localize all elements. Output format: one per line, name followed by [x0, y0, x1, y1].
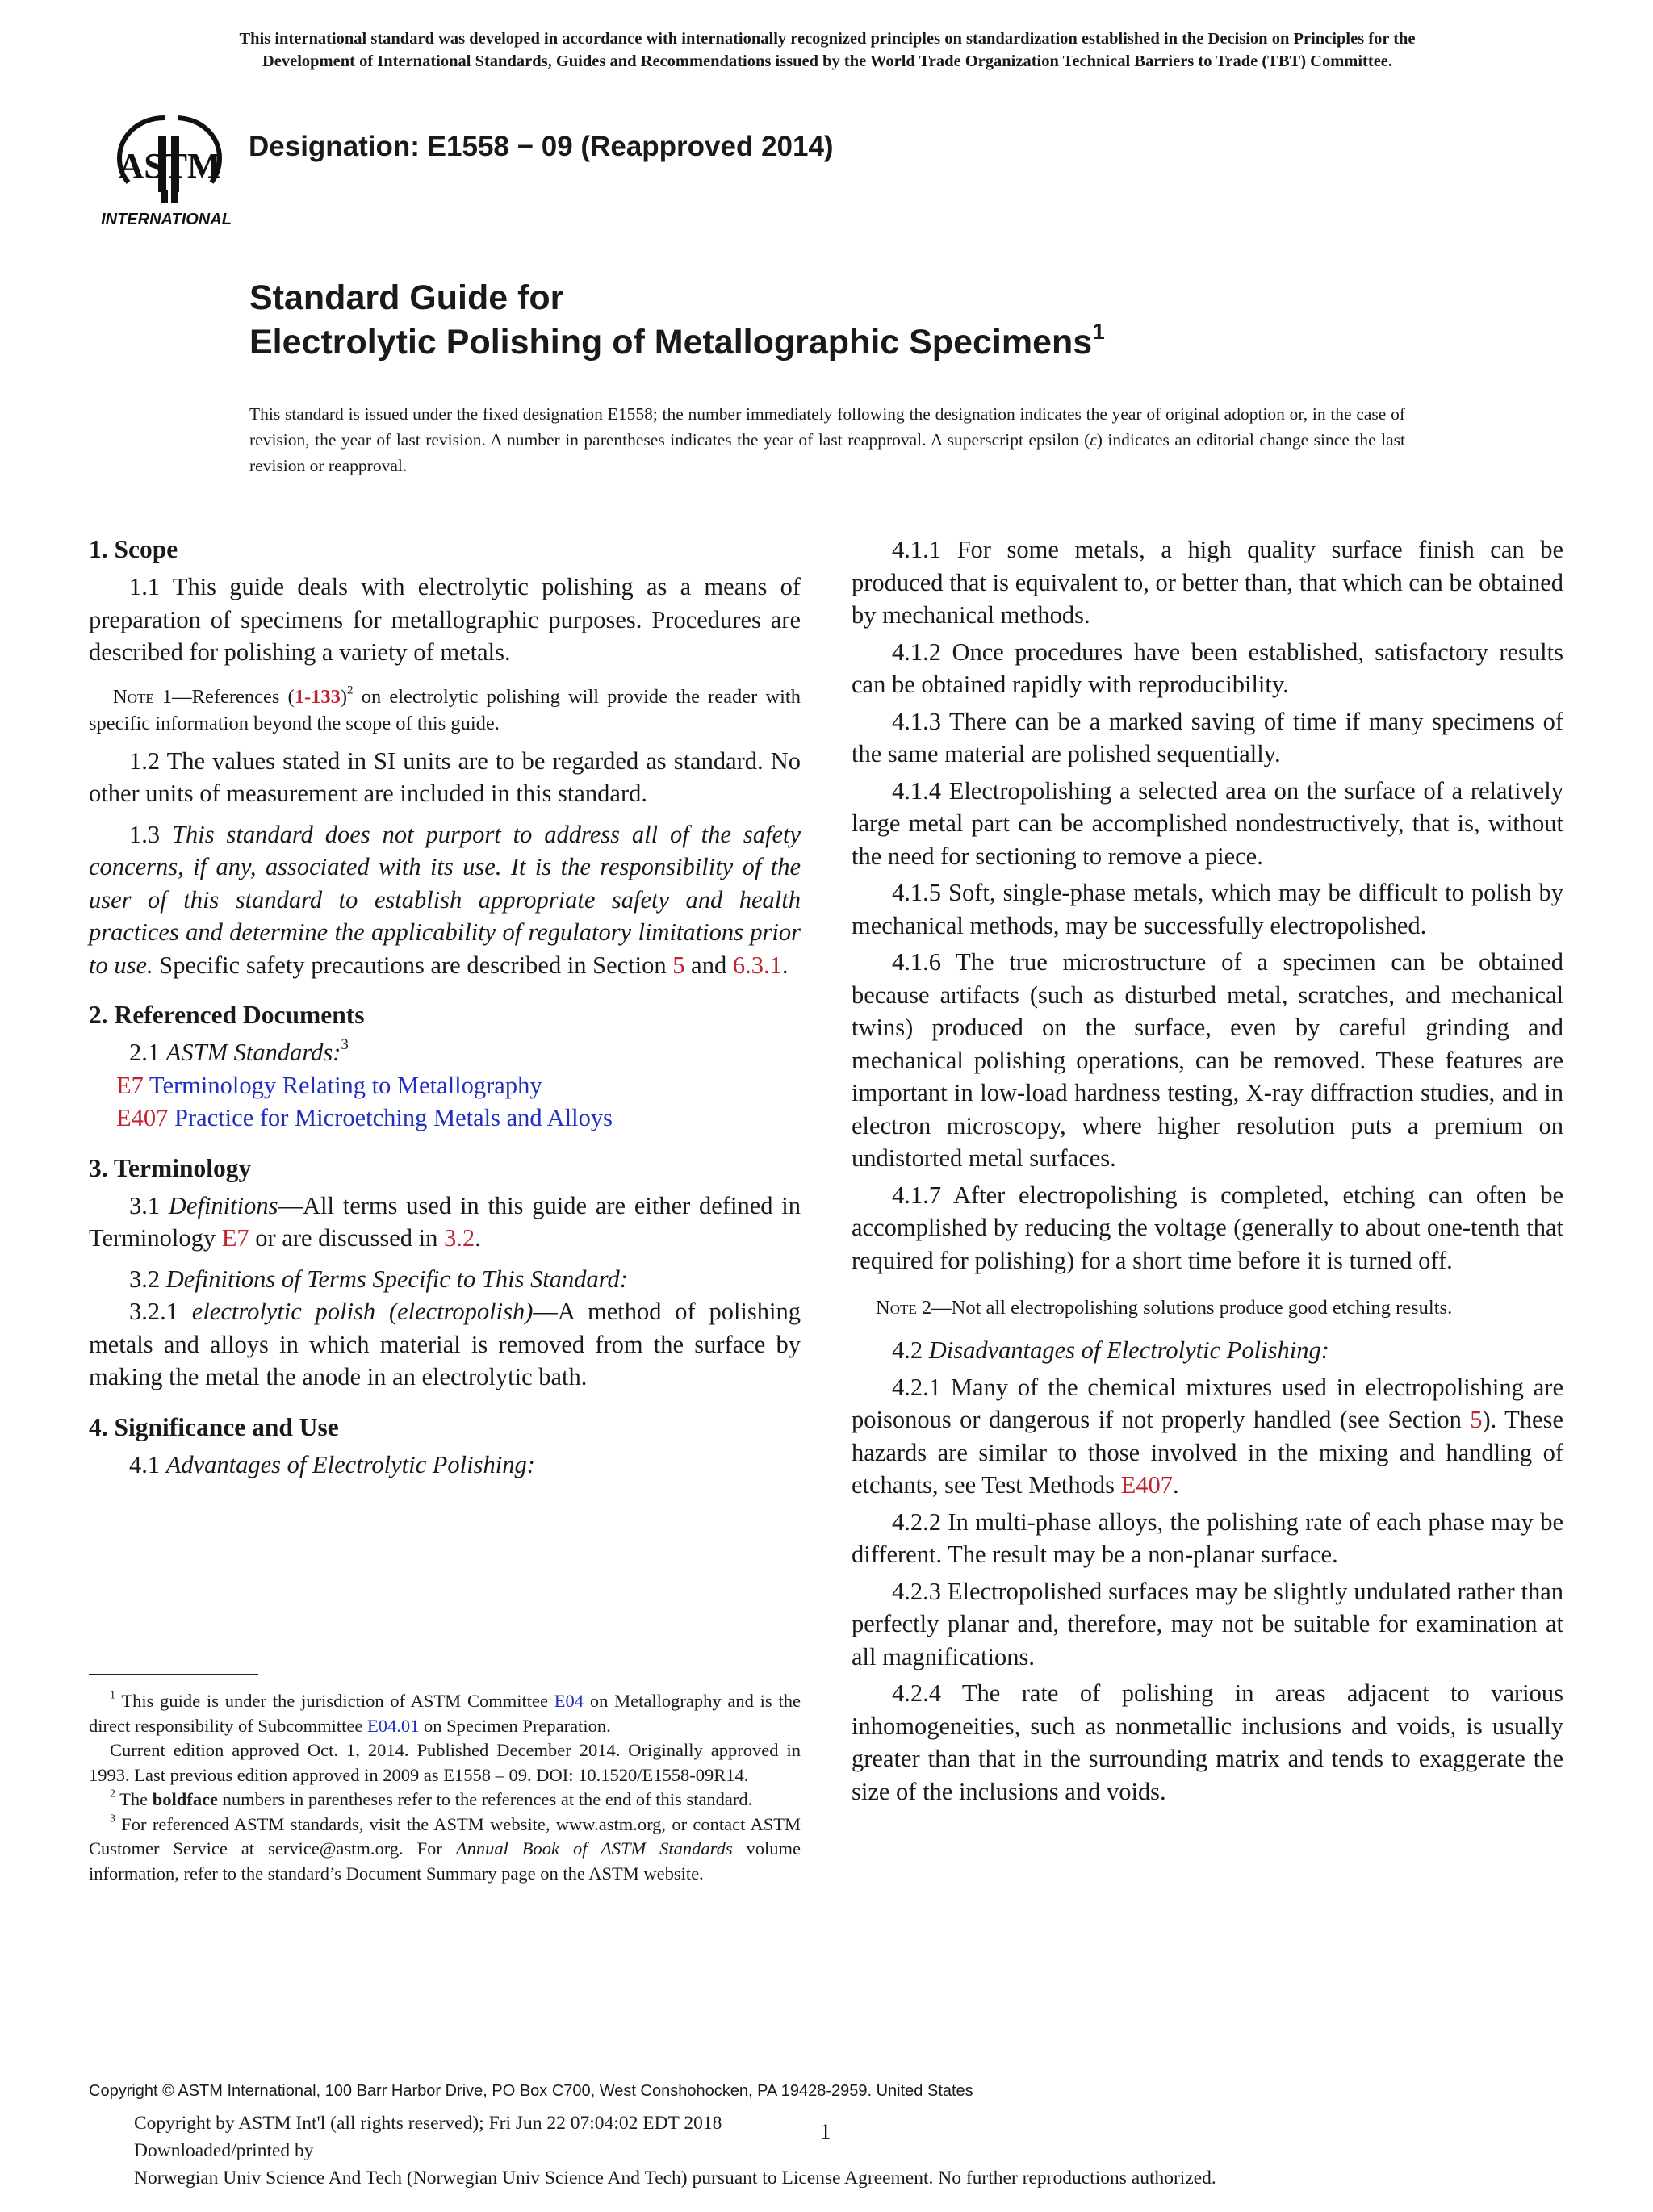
- section-heading-scope: 1. Scope: [89, 535, 178, 563]
- header-notice: [81, 27, 1574, 73]
- note-1-reference-link[interactable]: 1-133: [294, 685, 341, 708]
- paragraph-1-1: 1.1 This guide deals with electrolytic polishing as a means of preparation of specimens for metallographic purposes. Procedures are described for polishing a variety of metals.: [89, 573, 801, 666]
- reference-e7[interactable]: E7 Terminology Relating to Metallography: [116, 1071, 542, 1099]
- section-6-3-1-link[interactable]: 6.3.1: [732, 951, 782, 979]
- right-column: [852, 533, 1563, 1808]
- footnote-2: $^2$ The boldface numbers in parentheses refer to the references at the end of this standard.: [110, 1788, 753, 1809]
- note-1: Note 1—References $(1-133)^2$ on electrolytic polishing will provide the reader with specific information beyond the scope of this guide.: [89, 683, 801, 734]
- paragraph-4-1-4: 4.1.4 Electropolishing a selected area on the surface of a relatively large metal part can be accomplished nondestructively, that is, without the need for sectioning to remove a piece.: [852, 776, 1563, 870]
- paragraph-1-3: 1.3 This standard does not purport to address all of the safety concerns, if any, associated with its use. It is the responsibility of the user of this standard to establish appropriate safety and health practices and determine the applicability of regulatory limitations prior to use. Specific safety precautions are described in Section 5 and 6.3.1.: [89, 820, 801, 979]
- e7-link[interactable]: E7: [221, 1224, 249, 1252]
- paragraph-4-2-1: 4.2.1 Many of the chemical mixtures used in electropolishing are poisonous or dangerous if not properly handled (see Section 5). These hazards are similar to those involved in the mixing and handling of etchants, see Test Methods E407.: [852, 1373, 1563, 1499]
- section-heading-terminology: 3. Terminology: [89, 1153, 252, 1182]
- footnote-1-edition: Current edition approved Oct. 1, 2014. Published December 2014. Originally approved in 1993. Last previous edition approved in 2009 as E1558 – 09. DOI: 10.1520/E1558-09R14.: [89, 1740, 801, 1785]
- paragraph-4-1-6: 4.1.6 The true microstructure of a specimen can be obtained because artifacts (such as disturbed metal, scratches, and mechanical twins) produced on the surface, even by careful grinding and mechanical polishing operations, can be removed. These features are important in low-load hardness testing, X-ray diffraction studies, and in electron microscopy, where higher resolution puts a premium on undistorted metal surfaces.: [852, 948, 1563, 1172]
- left-column: [89, 533, 801, 1481]
- paragraph-4-1-5: 4.1.5 Soft, single-phase metals, which may be difficult to polish by mechanical methods, may be successfully electropolished.: [852, 879, 1563, 939]
- title-line-1: Standard Guide for: [249, 278, 564, 317]
- document-title: [249, 276, 1105, 365]
- astm-logo: [90, 111, 236, 232]
- download-line-3: Norwegian Univ Science And Tech (Norwegian Univ Science And Tech) pursuant to License Agreement. No further reproductions authorized.: [134, 2168, 1216, 2189]
- astm-logo-subtext: INTERNATIONAL: [101, 211, 232, 228]
- page-number: 1: [820, 2119, 831, 2143]
- paragraph-4-2-2: 4.2.2 In multi-phase alloys, the polishing rate of each phase may be different. The result may be a non-planar surface.: [852, 1507, 1563, 1568]
- paragraph-4-1-2: 4.1.2 Once procedures have been established, satisfactory results can be obtained rapidly with reproducibility.: [852, 638, 1563, 698]
- paragraph-3-1: 3.1 Definitions—All terms used in this guide are either defined in Terminology E7 or are discussed in 3.2.: [89, 1191, 801, 1252]
- footnotes: [89, 1689, 801, 1886]
- paragraph-4-2-4: 4.2.4 The rate of polishing in areas adjacent to various inhomogeneities, such as nonmetallic inclusions and voids, is usually greater than that in the surrounding matrix and tends to exaggerate the size of the inclusions and voids.: [852, 1679, 1563, 1805]
- paragraph-1-2: 1.2 The values stated in SI units are to be regarded as standard. No other units of measurement are included in this standard.: [89, 746, 801, 807]
- e407-link[interactable]: E407: [1120, 1471, 1173, 1499]
- paragraph-3-2: 3.2 Definitions of Terms Specific to This Standard:: [129, 1265, 628, 1293]
- section-5-link-2[interactable]: 5: [1470, 1406, 1483, 1433]
- section-3-2-link[interactable]: 3.2: [444, 1224, 475, 1252]
- section-heading-referenced-documents: 2. Referenced Documents: [89, 1001, 365, 1029]
- paragraph-4-2: 4.2 Disadvantages of Electrolytic Polishing:: [892, 1336, 1329, 1364]
- section-heading-significance: 4. Significance and Use: [89, 1412, 339, 1441]
- note-2: Note 2—Not all electropolishing solutions produce good etching results.: [876, 1297, 1453, 1319]
- download-line-2: Downloaded/printed by: [134, 2140, 314, 2161]
- title-main: Electrolytic Polishing of Metallographic Specimens: [249, 323, 1093, 362]
- paragraph-4-1-3: 4.1.3 There can be a marked saving of time if many specimens of the same material are polished sequentially.: [852, 707, 1563, 767]
- header-notice-line-2: Development of International Standards, Guides and Recommendations issued by the World Trade Organization Technical Barriers to Trade (TBT) Committee.: [262, 52, 1393, 70]
- title-line-2: [249, 320, 1105, 365]
- paragraph-3-2-1: 3.2.1 electrolytic polish (electropolish)—A method of polishing metals and alloys in which material is removed from the surface by making the metal the anode in an electrolytic bath.: [89, 1298, 801, 1390]
- committee-e04-link[interactable]: E04: [554, 1691, 584, 1711]
- download-notice: [134, 2110, 1216, 2192]
- title-footnote-mark: 1: [1092, 319, 1105, 344]
- footnote-3: $^3$ For referenced ASTM standards, visit the ASTM website, www.astm.org, or contact ASTM Customer Service at service@astm.org. For Annual Book of ASTM Standards volume information, refer to the standard’s Document Summary page on the ASTM website.: [89, 1813, 801, 1884]
- astm-logo-text: ASTM: [118, 146, 221, 186]
- epsilon-symbol: ε: [1090, 430, 1097, 450]
- footnote-divider: [89, 1674, 258, 1675]
- header-notice-line-1: This international standard was developed in accordance with internationally recognized principles on standardization established in the Decision on Principles for the: [239, 30, 1416, 48]
- designation: Designation: E1558 − 09 (Reapproved 2014): [249, 131, 834, 162]
- copyright-line: Copyright © ASTM International, 100 Barr Harbor Drive, PO Box C700, West Conshohocken, PA 19428-2959. United States: [89, 2082, 973, 2100]
- paragraph-4-1-1: 4.1.1 For some metals, a high quality surface finish can be produced that is equivalent to, or better than, that which can be obtained by mechanical methods.: [852, 536, 1563, 629]
- paragraph-4-1: 4.1 Advantages of Electrolytic Polishing:: [129, 1450, 535, 1478]
- section-5-link[interactable]: 5: [672, 951, 685, 979]
- issuance-statement: This standard is issued under the fixed designation E1558; the number immediately following the designation indicates the year of original adoption or, in the case of revision, the year of last revision. A number in parentheses indicates the year of last reapproval. A superscript epsilon (ε) indicates an editorial change since the last revision or reapproval.: [249, 404, 1405, 475]
- footnote-1: $^1$ This guide is under the jurisdiction of ASTM Committee E04 on Metallography and is the direct responsibility of Subcommittee E04.01 on Specimen Preparation.: [89, 1689, 801, 1736]
- subcommittee-e04-01-link[interactable]: E04.01: [366, 1715, 420, 1736]
- paragraph-4-2-3: 4.2.3 Electropolished surfaces may be slightly undulated rather than perfectly planar and, therefore, may not be suitable for examination at all magnifications.: [852, 1577, 1563, 1670]
- paragraph-2-1: 2.1 ASTM Standards:$^3$: [129, 1035, 349, 1066]
- download-line-1: Copyright by ASTM Int'l (all rights reserved); Fri Jun 22 07:04:02 EDT 2018: [134, 2113, 722, 2134]
- paragraph-4-1-7: 4.1.7 After electropolishing is completed, etching can often be accomplished by reducing the voltage (generally to about one-tenth that required for polishing) for a short time before it is turned off.: [852, 1181, 1563, 1274]
- reference-e407[interactable]: E407 Practice for Microetching Metals and Alloys: [116, 1104, 613, 1131]
